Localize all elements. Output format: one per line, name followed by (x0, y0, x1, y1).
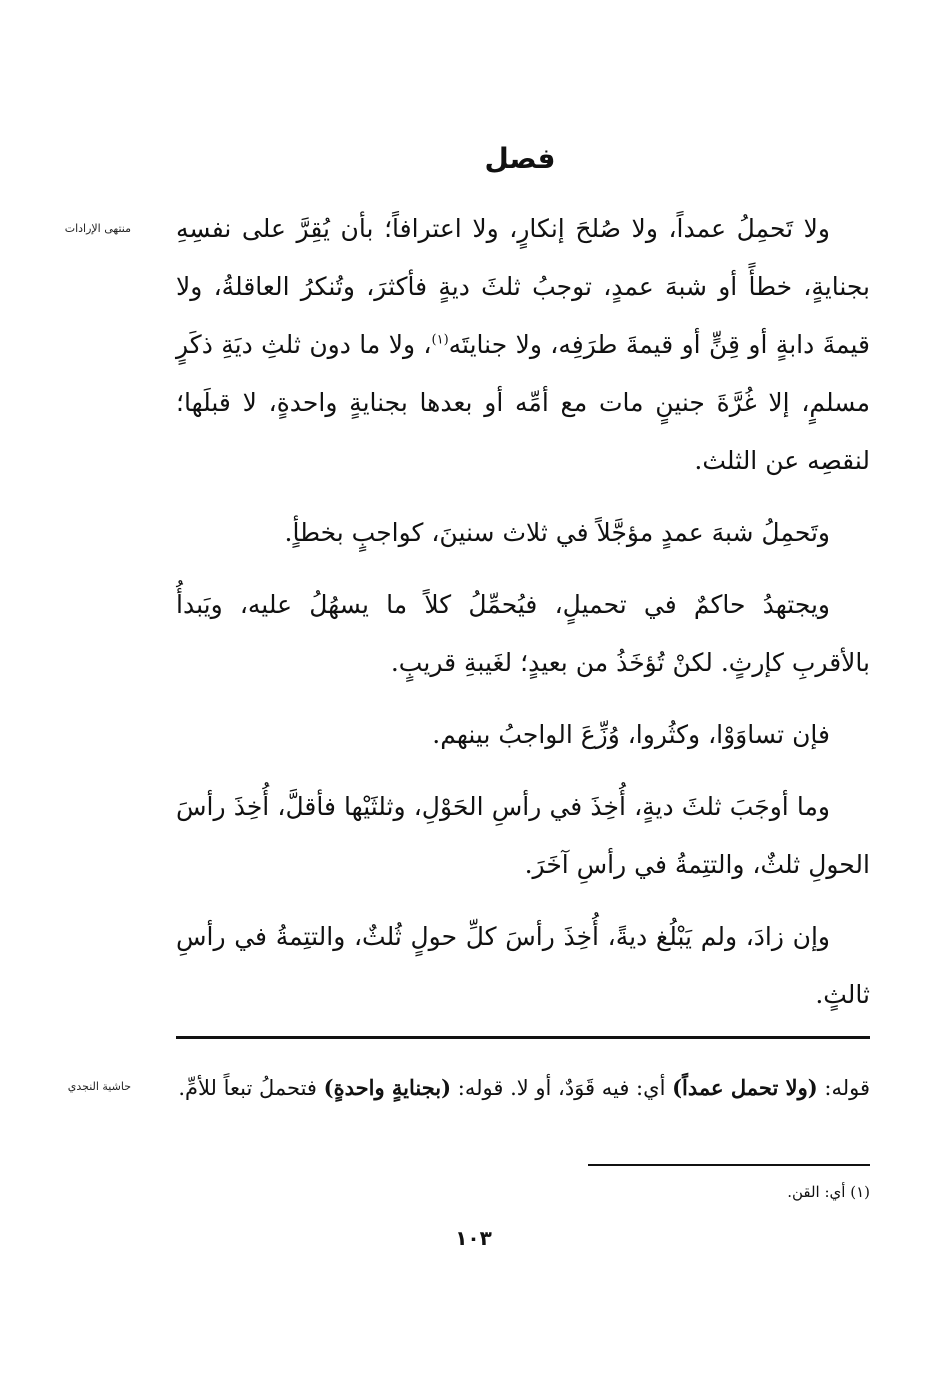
commentary-note (176, 1066, 870, 1110)
paragraph: وما أوجَبَ ثلثَ ديةٍ، أُخِذَ في رأسِ الحَوْلِ، وثلثَيْها فأقلَّ، أُخِذَ رأسَ الحولِ ثلثٌ، والتتِمةُ في رأسِ آخَرَ. (176, 792, 870, 879)
note-quote: (بجنايةٍ واحدةٍ) (323, 1075, 452, 1100)
note-quote: (ولا تحمل عمداً) (672, 1075, 818, 1100)
paragraph: وتَحمِلُ شبهَ عمدٍ مؤجَّلاً في ثلاث سنينَ، كواجبٍ بخطأٍ. (284, 518, 830, 547)
paragraph: ويجتهدُ حاكمٌ في تحميلٍ، فيُحمِّلُ كلاً ما يسهُلُ عليه، ويَبدأُ بالأقربِ كإرثٍ. لكنْ تُؤخَذُ من بعيدٍ؛ لغَيبةِ قريبٍ. (176, 590, 870, 677)
paragraph: وإن زادَ، ولم يَبْلُغ ديةً، أُخِذَ رأسَ كلِّ حولٍ ثُلثٌ، والتتِمةُ في رأسِ ثالثٍ. (176, 922, 870, 1009)
footnote: (١) أي: القن. (787, 1183, 870, 1201)
paragraph: فإن تساوَوْا، وكثُروا، وُزِّعَ الواجبُ بينهم. (432, 720, 830, 749)
page-title: فصل (484, 142, 556, 175)
side-label-commentary: حاشية النجدي (67, 1080, 131, 1093)
side-label-source: منتهى الإرادات (64, 222, 131, 235)
footnote-reference: (١) (431, 332, 449, 348)
main-text (176, 200, 870, 1038)
page-number: ١٠٣ (455, 1226, 492, 1250)
note-lead: قوله: (457, 1076, 504, 1100)
paragraph-text: ولا تَحمِلُ عمداً، ولا صُلحَ إنكارٍ، ولا اعترافاً؛ بأن يُقِرَّ على نفسِهِ بجنايةٍ، خطأً أو شبهَ عمدٍ، توجبُ ثلثَ ديةٍ فأكثرَ، وتُنكرُ العاقلةُ، ولا قيمةَ دابةٍ أو قِنٍّ أو قيمةَ طرَفِه، ولا جنايتَه (176, 214, 870, 359)
note-text: فتحملُ تبعاً للأمِّ. (178, 1076, 317, 1100)
note-text: أي: فيه قَوَدٌ، أو لا. (510, 1076, 666, 1100)
footnote-divider (588, 1164, 870, 1166)
section-divider (176, 1036, 870, 1039)
note-lead: قوله: (824, 1076, 870, 1100)
paragraph-text: ، ولا ما دون ثلثِ ديَةِ ذكَرٍ مسلمٍ، إلا غُرَّةَ جنينٍ مات مع أمِّه أو بعدها بجنايةٍ واحدةٍ، لا قبلَها؛ لنقصِه عن الثلث. (176, 330, 870, 475)
paragraph (176, 200, 870, 490)
